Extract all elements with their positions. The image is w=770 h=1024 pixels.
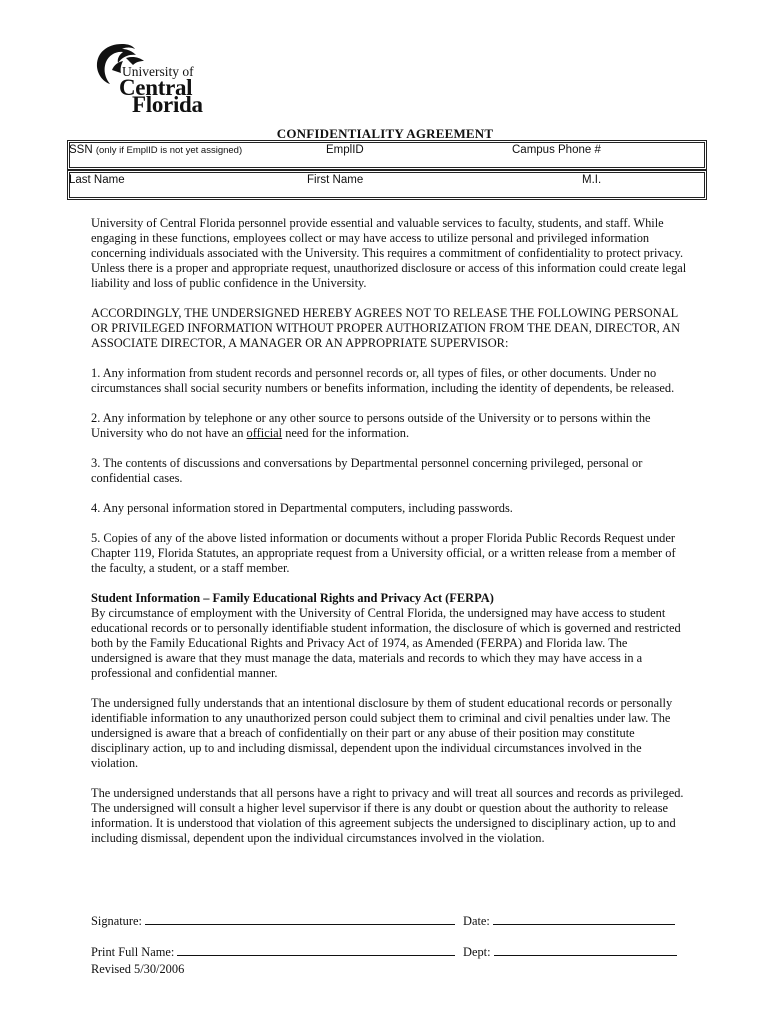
campus-phone-field[interactable]: Campus Phone # bbox=[512, 144, 601, 156]
agreement-body bbox=[91, 216, 691, 861]
logo-line2: Central bbox=[119, 75, 193, 100]
privacy-paragraph: The undersigned understands that all persons have a right to privacy and will treat all sources and records as privileged. The undersigned will consult a higher level supervisor if there is any doubt or question about the authority to release information. It is understood that violation of this agreement subjects the undersigned to disciplinary action, up to and including dismissal, dependent upon the individual circumstances involved in the violation. bbox=[91, 786, 684, 845]
logo-line3: Florida bbox=[132, 92, 203, 117]
row-inner-border bbox=[69, 172, 705, 198]
ferpa-heading: Student Information – Family Educational Rights and Privacy Act (FERPA) bbox=[91, 591, 494, 605]
ferpa-paragraph: By circumstance of employment with the University of Central Florida, the undersigned may have access to student educational records or to personally identifiable student information, the disclosure of which is governed and restricted both by the Family Educational Rights and Privacy Act of 1974, as Amended (FERPA) and Florida law. The undersigned is aware that they must manage the data, materials and records to which they may have access in a professional and confidential manner. bbox=[91, 606, 681, 680]
signature-line[interactable] bbox=[145, 913, 455, 925]
print-name-label: Print Full Name: bbox=[91, 945, 175, 959]
print-name-field[interactable] bbox=[91, 944, 455, 960]
item-1: 1. Any information from student records and personnel records or, all types of files, or other documents. Under no circumstances shall social security numbers or benefits information, including the identity of dependents, be released. bbox=[91, 366, 675, 395]
document-title: CONFIDENTIALITY AGREEMENT bbox=[276, 126, 494, 141]
ssn-note: (only if EmplID is not yet assigned) bbox=[95, 145, 243, 156]
item-2-pre: 2. Any information by telephone or any other source to persons outside of the University or to persons within the University who do not have an bbox=[91, 411, 651, 440]
disclosure-paragraph: The undersigned fully understands that an intentional disclosure by them of student educational records or personally identifiable information to any unauthorized person could subject them to criminal and civil penalties under law. The undersigned is aware that a breach of confidentially on their part or any abuse of their position may constitute disciplinary action, up to and including dismissal, dependent upon the individual circumstances involved in the violation. bbox=[91, 696, 673, 770]
first-name-field[interactable]: First Name bbox=[307, 174, 364, 186]
item-2-post: need for the information. bbox=[282, 426, 410, 440]
revised-date: Revised 5/30/2006 bbox=[91, 962, 185, 976]
item-3: 3. The contents of discussions and conversations by Departmental personnel concerning privileged, personal or confidential cases. bbox=[91, 456, 643, 485]
signature-label: Signature: bbox=[91, 914, 142, 928]
item-4: 4. Any personal information stored in Departmental computers, including passwords. bbox=[91, 501, 513, 515]
id-fields-row bbox=[67, 140, 707, 170]
dept-field[interactable] bbox=[463, 944, 677, 960]
emplid-field[interactable]: EmplID bbox=[326, 144, 364, 156]
logo-line1: University of bbox=[122, 64, 194, 79]
item-2 bbox=[91, 411, 691, 441]
last-name-field[interactable]: Last Name bbox=[69, 174, 125, 186]
date-field[interactable] bbox=[463, 913, 675, 929]
print-name-line[interactable] bbox=[177, 944, 455, 956]
dept-label: Dept: bbox=[463, 945, 491, 959]
name-fields-row bbox=[67, 170, 707, 200]
ssn-label: SSN bbox=[69, 144, 93, 156]
date-line[interactable] bbox=[493, 913, 675, 925]
intro-paragraph: University of Central Florida personnel provide essential and valuable services to faculty, students, and staff. While engaging in these functions, employees collect or may have access to utilize personal and privileged information concerning individuals associated with the University. This requires a commitment of confidentiality to protect privacy. Unless there is a proper and appropriate request, unauthorized disclosure or access of this information could create legal liability and loss of public confidence in the University. bbox=[91, 216, 687, 290]
accordingly-paragraph: ACCORDINGLY, THE UNDERSIGNED HEREBY AGREES NOT TO RELEASE THE FOLLOWING PERSONAL OR PRIVILEGED INFORMATION WITHOUT PROPER AUTHORIZATION FROM THE DEAN, DIRECTOR, AN ASSOCIATE DIRECTOR, A MANAGER OR AN APPROPRIATE SUPERVISOR: bbox=[91, 306, 681, 350]
signature-field[interactable] bbox=[91, 913, 455, 929]
item-5: 5. Copies of any of the above listed information or documents without a proper Florida Public Records Request under Chapter 119, Florida Statutes, an appropriate request from a University official, or a written release from a member of the faculty, a student, or a staff member. bbox=[91, 531, 676, 575]
ucf-logo bbox=[92, 40, 237, 117]
date-label: Date: bbox=[463, 914, 490, 928]
dept-line[interactable] bbox=[494, 944, 677, 956]
mi-field[interactable]: M.I. bbox=[582, 174, 602, 186]
ssn-field[interactable] bbox=[69, 144, 242, 156]
item-2-underlined: official bbox=[246, 426, 283, 440]
